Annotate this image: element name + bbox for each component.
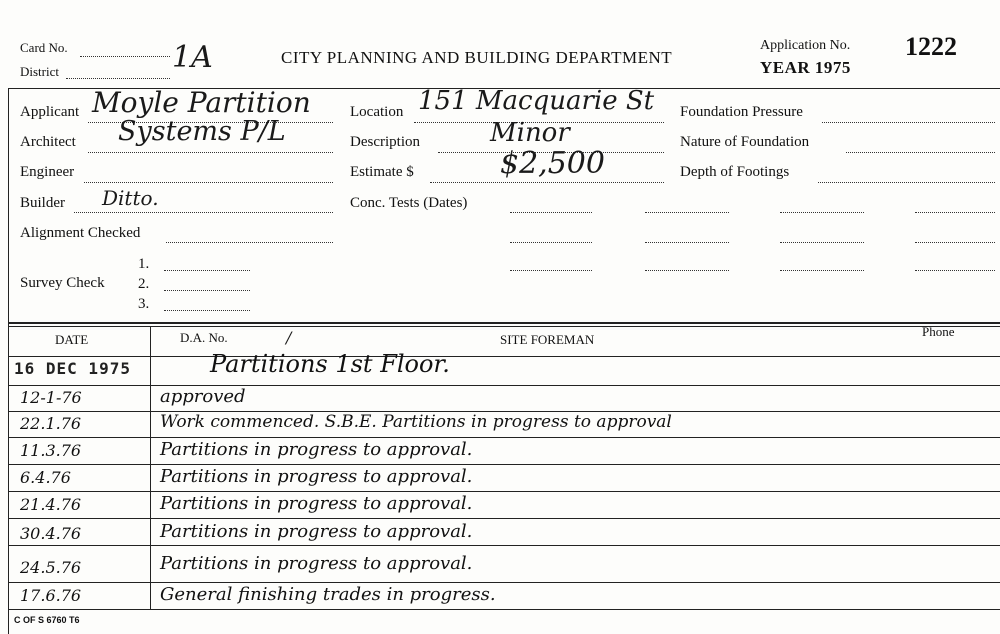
log-row-rule (8, 385, 1000, 386)
log-header-date: DATE (55, 332, 89, 347)
foundation-pressure-line (822, 122, 995, 123)
log-header-phone: Phone (922, 324, 955, 339)
conc-line (780, 242, 864, 243)
log-row-text: Partitions 1st Floor. (210, 350, 450, 378)
conc-line (780, 212, 864, 213)
nature-foundation-line (846, 152, 995, 153)
log-row-date: 24.5.76 (20, 558, 82, 577)
log-row-text: Partitions in progress to approval. (160, 439, 473, 460)
log-header-site-foreman: SITE FOREMAN (500, 332, 595, 347)
architect-line (88, 152, 333, 153)
log-row-rule (8, 582, 1000, 583)
log-top-rule-2 (8, 326, 1000, 327)
estimate-label: Estimate $ (350, 164, 414, 180)
conc-line (915, 270, 995, 271)
conc-line (510, 242, 592, 243)
survey-line-3 (164, 310, 250, 311)
depth-footings-label: Depth of Footings (680, 164, 790, 180)
log-row-rule (8, 356, 1000, 357)
estimate-value: $2,500 (500, 146, 605, 181)
log-row-date: 30.4.76 (20, 524, 82, 543)
form-code: C OF S 6760 T6 (14, 615, 80, 625)
log-header-da-mark: / (286, 328, 292, 347)
card-no-value: 1A (172, 40, 213, 75)
depth-footings-line (818, 182, 995, 183)
description-value: Minor (490, 118, 570, 148)
log-row-text: Work commenced. S.B.E. Partitions in progress to approval (160, 412, 672, 432)
survey-item-1: 1. (138, 256, 150, 272)
conc-line (915, 242, 995, 243)
location-value: 151 Macquarie St (418, 86, 655, 116)
nature-foundation-label: Nature of Foundation (680, 134, 810, 150)
department-title: CITY PLANNING AND BUILDING DEPARTMENT (281, 48, 673, 67)
year-label: YEAR 1975 (760, 58, 851, 77)
log-row-date: 21.4.76 (20, 495, 82, 514)
log-row-text: Partitions in progress to approval. (160, 466, 473, 487)
applicant-label: Applicant (20, 104, 80, 120)
card-no-label: Card No. (20, 40, 68, 55)
log-row-text: General finishing trades in progress. (160, 584, 496, 605)
district-label: District (20, 64, 59, 79)
log-row-date: 11.3.76 (20, 441, 82, 460)
engineer-label: Engineer (20, 164, 75, 180)
builder-label: Builder (20, 195, 65, 211)
log-row-date: 12-1-76 (20, 388, 82, 407)
survey-item-2: 2. (138, 276, 150, 292)
architect-label: Architect (20, 134, 76, 150)
survey-line-2 (164, 290, 250, 291)
card-no-line (80, 56, 170, 57)
log-row-rule (8, 437, 1000, 438)
conc-line (510, 212, 592, 213)
alignment-label: Alignment Checked (20, 225, 141, 241)
log-row-text: Partitions in progress to approval. (160, 553, 473, 574)
log-top-rule (8, 322, 1000, 324)
survey-line-1 (164, 270, 250, 271)
log-row (14, 359, 131, 379)
location-label: Location (350, 104, 404, 120)
application-no-value: 1222 (905, 32, 957, 61)
alignment-line (166, 242, 333, 243)
log-row-date: 17.6.76 (20, 586, 82, 605)
survey-item-3: 3. (138, 296, 150, 312)
district-line (66, 78, 170, 79)
estimate-line (430, 182, 664, 183)
date-column-divider (150, 326, 151, 609)
log-row-date: 22.1.76 (20, 414, 82, 433)
log-row-text: Partitions in progress to approval. (160, 493, 473, 514)
applicant-value: Moyle Partition (92, 86, 311, 119)
log-row-rule (8, 609, 1000, 610)
log-row-rule (8, 464, 1000, 465)
conc-tests-label: Conc. Tests (Dates) (350, 195, 468, 211)
survey-label: Survey Check (20, 275, 105, 291)
left-border (8, 88, 9, 634)
conc-line (780, 270, 864, 271)
conc-line (915, 212, 995, 213)
log-row-date: 16 DEC 1975 (14, 359, 131, 378)
log-header-da-no: D.A. No. (180, 330, 228, 345)
builder-line (74, 212, 333, 213)
architect-value: Systems P/L (118, 116, 286, 147)
builder-value: Ditto. (102, 186, 159, 210)
conc-line (645, 270, 729, 271)
foundation-pressure-label: Foundation Pressure (680, 104, 803, 120)
description-label: Description (350, 134, 420, 150)
conc-line (645, 242, 729, 243)
log-row-date: 6.4.76 (20, 468, 71, 487)
log-row-text: Partitions in progress to approval. (160, 521, 473, 542)
log-row-rule (8, 491, 1000, 492)
application-no-label: Application No. (760, 38, 851, 53)
log-row-text: approved (160, 386, 246, 407)
log-row-rule (8, 518, 1000, 519)
conc-line (645, 212, 729, 213)
log-row-rule (8, 545, 1000, 546)
engineer-line (84, 182, 333, 183)
conc-line (510, 270, 592, 271)
